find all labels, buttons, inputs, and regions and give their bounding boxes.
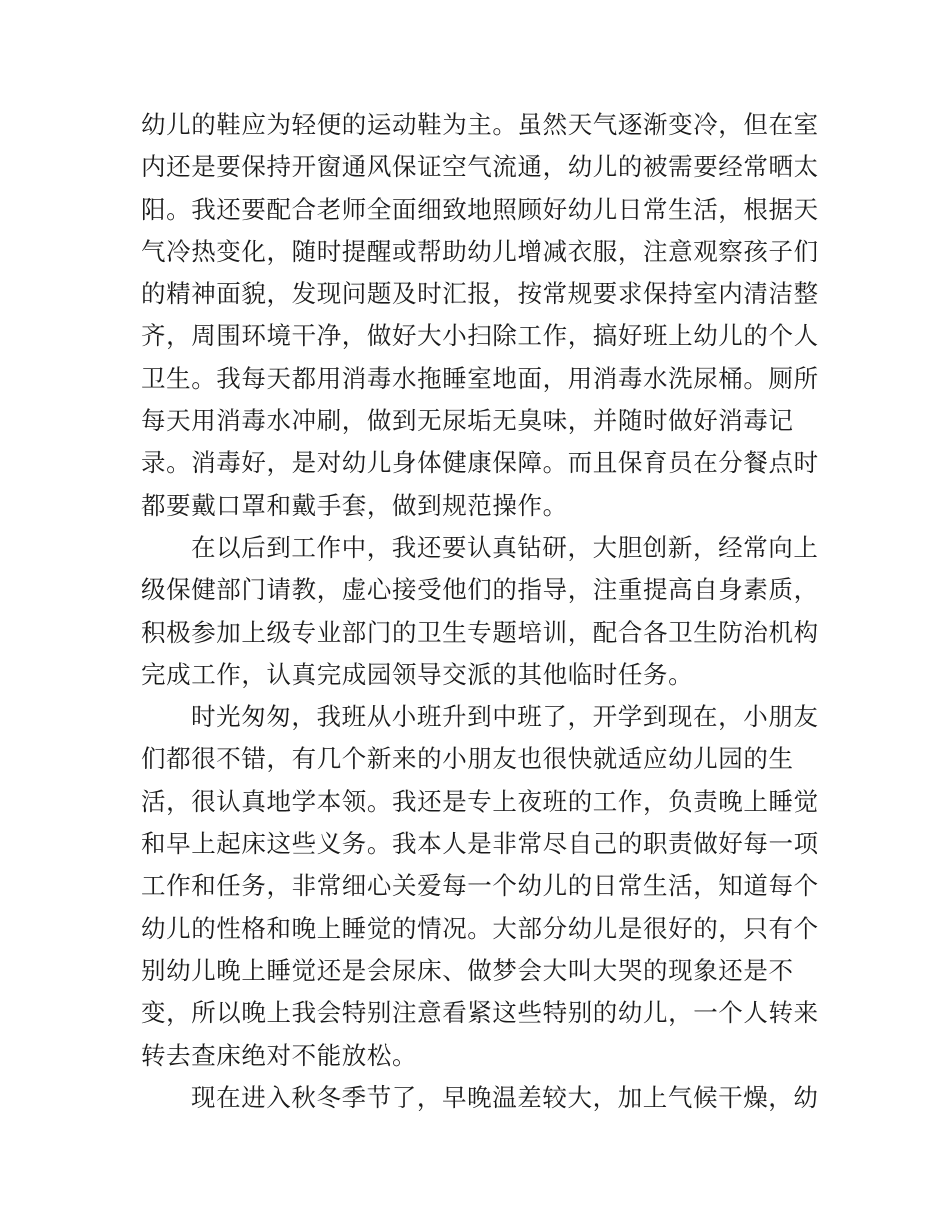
text-line: 的精神面貌，发现问题及时汇报，按常规要求保持室内清洁整 xyxy=(141,279,819,309)
text-line: 和早上起床这些义务。我本人是非常尽自己的职责做好每一项 xyxy=(141,829,819,859)
text-line: 别幼儿晚上睡觉还是会尿床、做梦会大叫大哭的现象还是不 xyxy=(141,955,794,985)
text-line: 积极参加上级专业部门的卫生专题培训，配合各卫生防治机构 xyxy=(141,617,819,647)
text-line: 幼儿的鞋应为轻便的运动鞋为主。虽然天气逐渐变冷，但在室 xyxy=(141,110,819,139)
text-line: 工作和任务，非常细心关爱每一个幼儿的日常生活，知道每个 xyxy=(141,871,819,901)
text-line: 级保健部门请教，虚心接受他们的指导，注重提高自身素质， xyxy=(141,575,819,605)
text-line: 时光匆匆，我班从小班升到中班了，开学到现在，小朋友 xyxy=(191,702,819,732)
text-line: 每天用消毒水冲刷，做到无尿垢无臭味，并随时做好消毒记 xyxy=(141,406,794,436)
text-line: 在以后到工作中，我还要认真钻研，大胆创新，经常向上 xyxy=(191,532,819,562)
text-line: 完成工作，认真完成园领导交派的其他临时任务。 xyxy=(141,659,694,689)
text-line: 录。消毒好，是对幼儿身体健康保障。而且保育员在分餐点时 xyxy=(141,448,819,478)
text-line: 齐，周围环境干净，做好大小扫除工作，搞好班上幼儿的个人 xyxy=(141,321,819,351)
text-line: 卫生。我每天都用消毒水拖睡室地面，用消毒水洗尿桶。厕所 xyxy=(141,363,819,393)
text-line: 都要戴口罩和戴手套，做到规范操作。 xyxy=(141,490,568,520)
text-line: 转去查床绝对不能放松。 xyxy=(141,1040,418,1070)
text-line: 幼儿的性格和晚上睡觉的情况。大部分幼儿是很好的，只有个 xyxy=(141,913,819,943)
text-line: 气冷热变化，随时提醒或帮助幼儿增减衣服，注意观察孩子们 xyxy=(141,236,819,266)
body-text xyxy=(141,104,817,1119)
text-line: 内还是要保持开窗通风保证空气流通，幼儿的被需要经常晒太 xyxy=(141,152,819,182)
text-line: 变，所以晚上我会特别注意看紧这些特别的幼儿，一个人转来 xyxy=(141,998,819,1028)
text-line: 阳。我还要配合老师全面细致地照顾好幼儿日常生活，根据天 xyxy=(141,194,819,224)
text-line: 现在进入秋冬季节了，早晚温差较大，加上气候干燥，幼 xyxy=(191,1082,819,1112)
text-line: 们都很不错，有几个新来的小朋友也很快就适应幼儿园的生 xyxy=(141,744,794,774)
text-line: 活，很认真地学本领。我还是专上夜班的工作，负责晚上睡觉 xyxy=(141,786,819,816)
